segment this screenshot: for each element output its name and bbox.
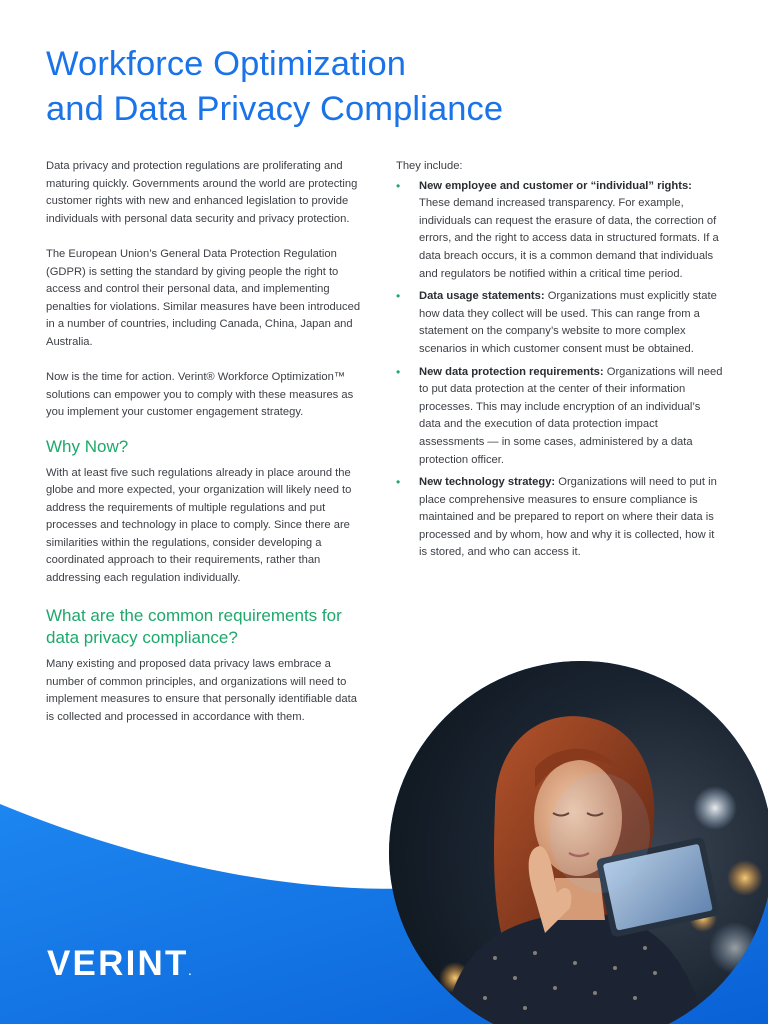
list-item [396,364,724,470]
bullet-icon: • [396,364,401,379]
title-line-1: Workforce Optimization [46,45,407,83]
list-item-text: Organizations will need to put data protection at the center of their information processes. This may include encryption of an individual’s data and the execution of data protection impact assessments — in some cases, administered by a data protection officer. [419,365,723,466]
list-item [396,474,724,562]
logo-mark: . [188,967,192,978]
list-item-text: Organizations must explicitly state how data they collect will be used. This can range from a statement on the company’s website to more complex scenarios in which customer consent must be obtained. [419,290,717,355]
title-line-2: and Data Privacy Compliance [46,90,504,128]
list-item-text: Organizations will need to put in place comprehensive measures to ensure compliance is maintained and be prepared to report on where their data is processed and by whom, how and why it is collected, how it is stored, and who can access it. [419,476,717,559]
gdpr-paragraph: The European Union’s General Data Protection Regulation (GDPR) is setting the standard by giving people the right to access and control their personal data, and implementing penalties for violations. Similar measures have been introduced in a number of countries, including Canada, China, Japan and Australia. [46,247,361,348]
why-now-paragraph: With at least five such regulations already in place around the globe and more expected, your organization will likely need to address the requirements of multiple regulations and put processes and technology in place to comply. Since there are similarities within the regulations, consider developing a coordinated approach to their requirements, rather than addressing each regulation individually. [46,466,352,585]
they-include-label: They include: [396,160,463,172]
why-now-heading: Why Now? [46,436,129,456]
logo-text: VERINT [47,944,189,983]
list-item-label: New employee and customer or “individual” rights: [419,179,692,192]
list-item-label: New technology strategy: [419,476,556,489]
list-item-label: New data protection requirements: [419,365,604,378]
intro-paragraph: Data privacy and protection regulations are proliferating and maturing quickly. Governments around the world are protecting customer rights with new and enhanced legislation to provide individuals with personal data security and privacy protection. [46,160,358,225]
action-paragraph: Now is the time for action. Verint® Workforce Optimization™ solutions can empower you to comply with these measures as you implement your customer engagement strategy. [46,371,354,419]
bullet-icon: • [396,475,401,490]
requirements-list [396,178,724,562]
page-title [46,42,686,132]
list-item [396,178,724,284]
bullet-icon: • [396,178,401,193]
list-item-text: These demand increased transparency. For example, individuals can request the erasure of data, the correction of errors, and the right to access data in structured formats. If a data breach occurs, it is a common demand that individuals and regulators be notified within a critical time period. [419,197,719,280]
common-requirements-heading: What are the common requirements for data privacy compliance? [46,606,342,648]
list-item [396,288,724,358]
woman-using-tablet-photo [385,648,768,1024]
common-requirements-paragraph: Many existing and proposed data privacy laws embrace a number of common principles, and organizations will need to implement measures to ensure that personally identifiable data is collected and processed in accordance with them. [46,658,357,724]
bullet-icon: • [396,289,401,304]
list-item-label: Data usage statements: [419,290,545,303]
right-column [396,158,724,567]
verint-logo [47,945,191,992]
left-column [46,158,368,744]
